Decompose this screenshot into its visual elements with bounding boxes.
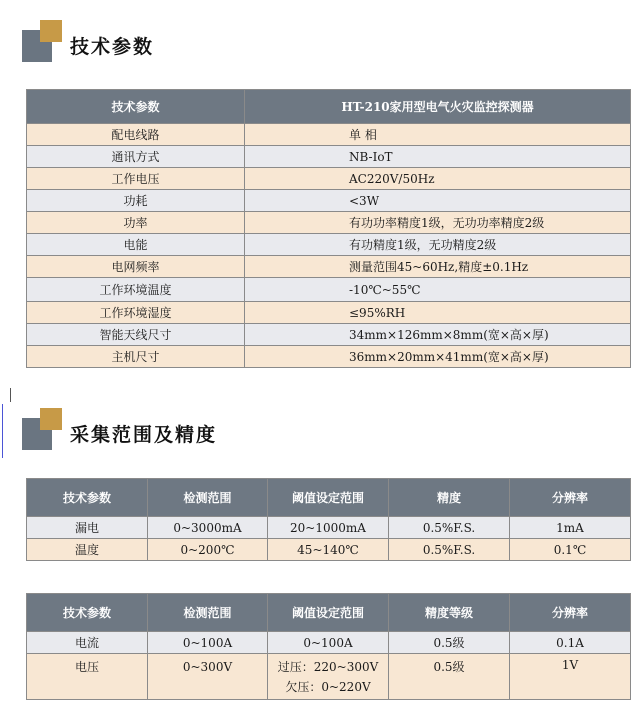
table-row <box>27 124 631 146</box>
detect-range: 0~3000mA <box>148 517 268 539</box>
header-cell: 分辨率 <box>510 479 631 517</box>
header-cell: 精度 <box>389 479 510 517</box>
param-name: 配电线路 <box>27 124 245 146</box>
table-row <box>27 278 631 302</box>
header-cell: 技术参数 <box>27 479 148 517</box>
accuracy-grade: 0.5级 <box>389 632 510 654</box>
header-cell: 阈值设定范围 <box>268 594 389 632</box>
range-table-current-voltage <box>26 593 631 700</box>
param-value: ≤95%RH <box>245 302 631 324</box>
margin-mark <box>10 388 11 402</box>
logo-gold-square <box>40 20 62 42</box>
accuracy: 0.5%F.S. <box>389 539 510 561</box>
section-logo-icon <box>22 20 66 64</box>
table-row <box>27 346 631 368</box>
param-value: 测量范围45~60Hz,精度±0.1Hz <box>245 256 631 278</box>
threshold-range: 20~1000mA <box>268 517 389 539</box>
resolution: 1mA <box>510 517 631 539</box>
param-value: 36mm×20mm×41mm(宽×高×厚) <box>245 346 631 368</box>
param-value: NB-IoT <box>245 146 631 168</box>
param-name: 智能天线尺寸 <box>27 324 245 346</box>
param-name: 温度 <box>27 539 148 561</box>
threshold-range: 45~140℃ <box>268 539 389 561</box>
undervoltage-range: 欠压：0~220V <box>285 679 371 694</box>
table-row <box>27 324 631 346</box>
section-title: 技术参数 <box>70 36 155 58</box>
param-name: 电流 <box>27 632 148 654</box>
param-name: 电网频率 <box>27 256 245 278</box>
resolution: 1V <box>510 654 631 700</box>
param-value: -10℃~55℃ <box>245 278 631 302</box>
header-cell: 检测范围 <box>148 479 268 517</box>
param-name: 功耗 <box>27 190 245 212</box>
threshold-range: 0~100A <box>268 632 389 654</box>
param-name: 工作电压 <box>27 168 245 190</box>
param-value: 34mm×126mm×8mm(宽×高×厚) <box>245 324 631 346</box>
table-row <box>27 212 631 234</box>
logo-gold-square <box>40 408 62 430</box>
range-table-leakage-temperature <box>26 478 631 561</box>
resolution: 0.1A <box>510 632 631 654</box>
spec-table <box>26 89 631 368</box>
accuracy-grade: 0.5级 <box>389 654 510 700</box>
header-cell: 分辨率 <box>510 594 631 632</box>
header-cell: 技术参数 <box>27 594 148 632</box>
resolution: 0.1℃ <box>510 539 631 561</box>
table-row <box>27 146 631 168</box>
header-cell: 技术参数 <box>27 90 245 124</box>
param-name: 工作环境湿度 <box>27 302 245 324</box>
table-row <box>27 517 631 539</box>
range-table-header <box>27 594 631 632</box>
table-row <box>27 168 631 190</box>
range-table-header <box>27 479 631 517</box>
param-name: 漏电 <box>27 517 148 539</box>
table-row <box>27 256 631 278</box>
param-value: 有功功率精度1级，无功功率精度2级 <box>245 212 631 234</box>
param-value: <3W <box>245 190 631 212</box>
detect-range: 0~200℃ <box>148 539 268 561</box>
param-value: 单 相 <box>245 124 631 146</box>
param-name: 通讯方式 <box>27 146 245 168</box>
overvoltage-range: 过压：220~300V <box>277 659 379 674</box>
table-row <box>27 539 631 561</box>
threshold-range <box>268 654 389 700</box>
section-title: 采集范围及精度 <box>70 424 218 446</box>
table-row <box>27 654 631 700</box>
section-header-tech-params <box>22 20 422 64</box>
table-row <box>27 234 631 256</box>
param-value: AC220V/50Hz <box>245 168 631 190</box>
param-value: 有功精度1级，无功精度2级 <box>245 234 631 256</box>
header-cell: 阈值设定范围 <box>268 479 389 517</box>
margin-mark <box>2 404 3 458</box>
param-name: 电压 <box>27 654 148 700</box>
header-cell: HT-210家用型电气火灾监控探测器 <box>245 90 631 124</box>
spec-table-header <box>27 90 631 124</box>
header-cell: 检测范围 <box>148 594 268 632</box>
param-name: 主机尺寸 <box>27 346 245 368</box>
table-row <box>27 302 631 324</box>
param-name: 工作环境温度 <box>27 278 245 302</box>
param-name: 电能 <box>27 234 245 256</box>
table-row <box>27 190 631 212</box>
detect-range: 0~300V <box>148 654 268 700</box>
section-logo-icon <box>22 408 66 452</box>
header-cell: 精度等级 <box>389 594 510 632</box>
detect-range: 0~100A <box>148 632 268 654</box>
table-row <box>27 632 631 654</box>
param-name: 功率 <box>27 212 245 234</box>
accuracy: 0.5%F.S. <box>389 517 510 539</box>
section-header-range-accuracy <box>22 408 422 452</box>
